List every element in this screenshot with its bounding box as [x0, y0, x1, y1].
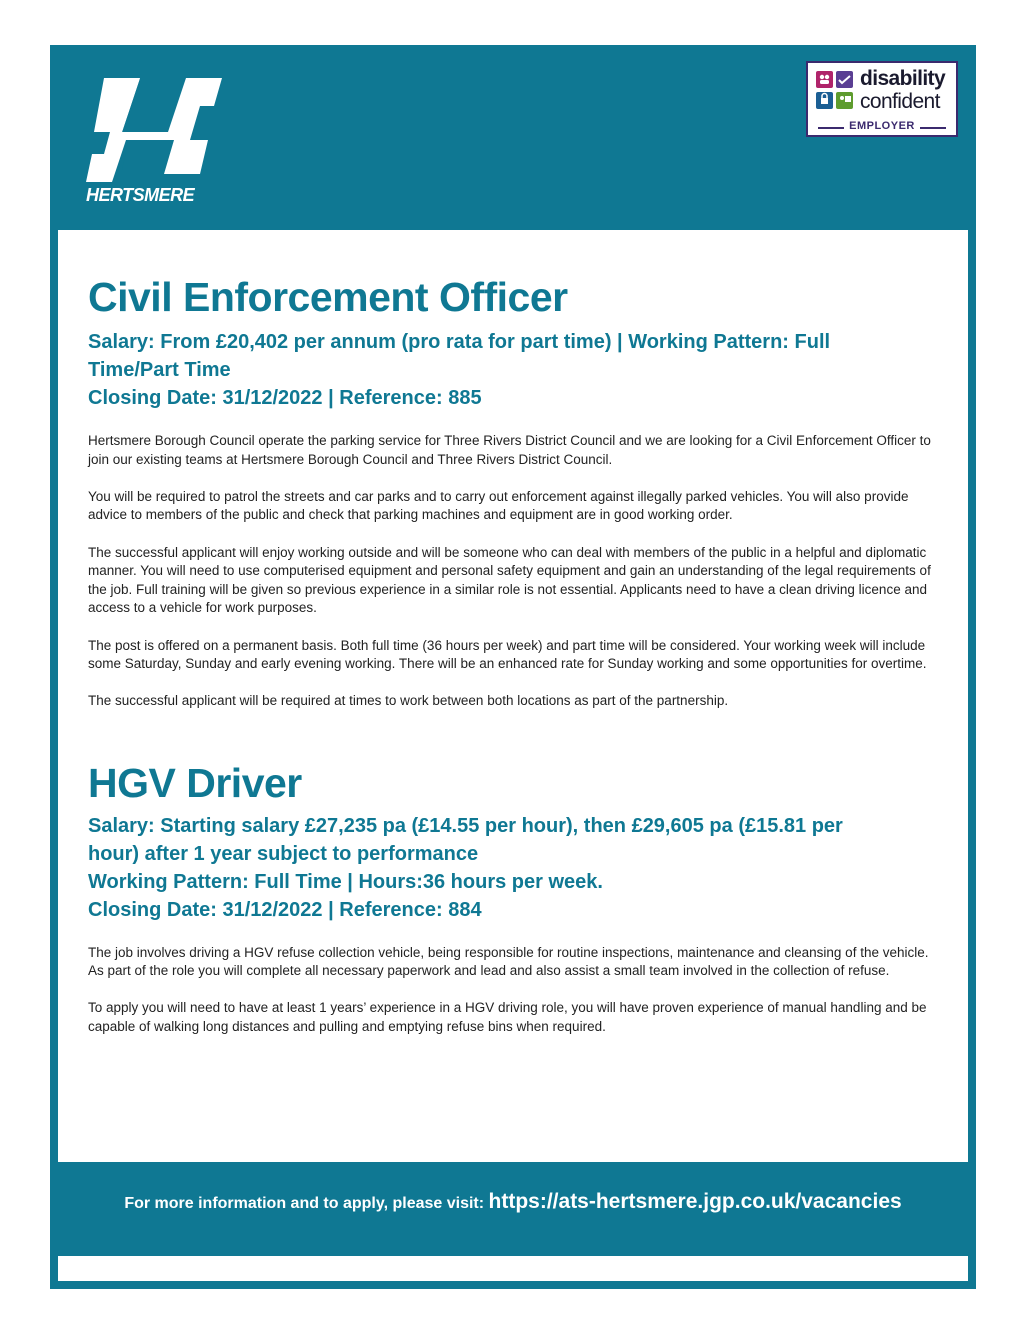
- job-working-pattern: Working Pattern: Full Time | Hours:36 hours per week.: [88, 870, 603, 893]
- job-title: Civil Enforcement Officer: [88, 274, 568, 320]
- job-closing-reference: Closing Date: 31/12/2022 | Reference: 884: [88, 898, 482, 921]
- bottom-strip: [58, 1256, 968, 1281]
- badge-line-1: disability: [860, 67, 946, 90]
- job-salary-line-cont: hour) after 1 year subject to performance: [88, 842, 479, 865]
- job-paragraph: The successful applicant will be required at times to work between both locations as part of the partnership.: [88, 693, 729, 709]
- job-paragraph: The successful applicant will enjoy working outside and will be someone who can deal with members of the public in a helpful and diplomatic manner. You will need to use computerised equipment and personal safety equipment and gain an understanding of the legal requirements of the job. Full training will be given so previous experience in a similar role is not essential. Applicants need to have a clean driving licence and access to a vehicle for work purposes.: [88, 544, 931, 616]
- job-paragraph: The job involves driving a HGV refuse collection vehicle, being responsible for routine inspections, maintenance and cleansing of the vehicle. As part of the role you will complete all necessary paperwork and lead and also assist a small team involved in the collection of refuse.: [88, 944, 929, 979]
- job-closing-reference: Closing Date: 31/12/2022 | Reference: 885: [88, 387, 482, 409]
- job-salary-line: Salary: Starting salary £27,235 pa (£14.55 per hour), then £29,605 pa (£15.81 per: [88, 814, 843, 837]
- badge-line-2: confident: [860, 90, 940, 113]
- job-paragraph: You will be required to patrol the streets and car parks and to carry out enforcement against illegally parked vehicles. You will also provide advice to members of the public and check that parking machines and equipment are in good working order.: [88, 488, 909, 523]
- disability-confident-badge: [806, 61, 958, 137]
- job-paragraph: To apply you will need to have at least 1 years’ experience in a HGV driving role, you will have proven experience of manual handling and be capable of walking long distances and pulling and emptying refuse bins when required.: [88, 1000, 927, 1034]
- job-paragraph: The post is offered on a permanent basis. Both full time (36 hours per week) and part time will be considered. Your working week will include some Saturday, Sunday and early evening working. There will be an enhanced rate for Sunday working and some opportunities for overtime.: [88, 637, 927, 672]
- footer: [58, 1190, 968, 1214]
- footer-lead-text: For more information and to apply, please visit:: [124, 1195, 485, 1212]
- job-civil-enforcement-officer: [88, 272, 943, 711]
- job-paragraph: Hertsmere Borough Council operate the parking service for Three Rivers District Council and we are looking for a Civil Enforcement Officer to join our existing teams at Hertsmere Borough Council and Three Rivers District Council.: [88, 433, 931, 467]
- council-logo-text: HERTSMERE: [86, 185, 195, 205]
- accessibility-icons: [816, 71, 854, 111]
- vacancies-link[interactable]: https://ats-hertsmere.jgp.co.uk/vacancies: [488, 1190, 902, 1213]
- job-salary-line-cont: Time/Part Time: [88, 359, 231, 381]
- job-salary-line: Salary: From £20,402 per annum (pro rata for part time) | Working Pattern: Full: [88, 331, 831, 353]
- job-hgv-driver: [88, 758, 943, 1037]
- job-title: HGV Driver: [88, 759, 302, 806]
- badge-employer-label: EMPLOYER: [849, 120, 915, 132]
- job-listings: [88, 272, 943, 1055]
